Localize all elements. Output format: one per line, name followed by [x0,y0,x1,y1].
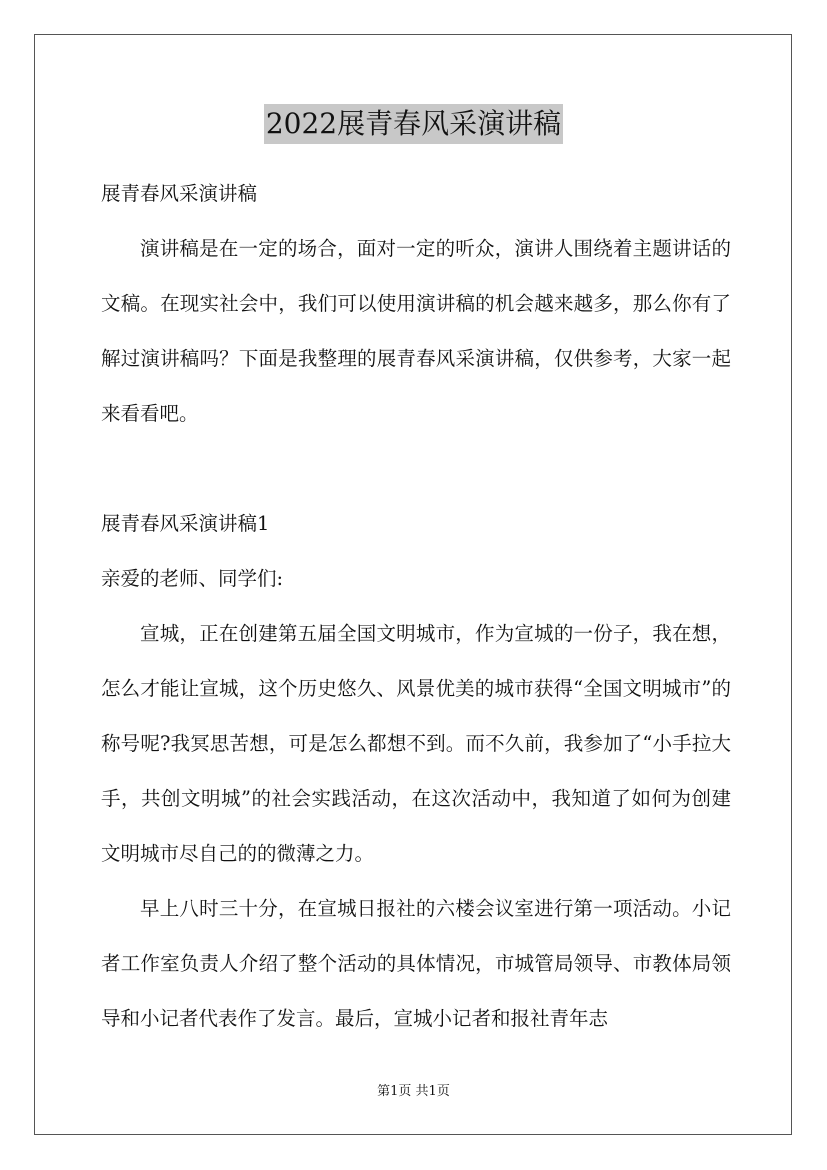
page-number: 第1页 共1页 [377,1084,450,1099]
subtitle: 展青春风采演讲稿 [101,182,258,205]
section-spacer [101,441,731,496]
body-paragraph-2: 早上八时三十分，在宣城日报社的六楼会议室进行第一项活动。小记者工作室负责人介绍了整个活动的具体情况，市城管局领导、市教体局领导和小记者代表作了发言。最后，宣城小记者和报社青年志 [101,897,731,1030]
salutation: 亲爱的老师、同学们: [101,567,284,590]
page-footer [0,1082,827,1102]
body-paragraph-1: 宣城，正在创建第五届全国文明城市，作为宣城的一份子，我在想，怎么才能让宣城，这个历史悠久、风景优美的城市获得“全国文明城市”的称号呢?我冥思苦想，可是怎么都想不到。而不久前，我参加了“小手拉大手，共创文明城”的社会实践活动，在这次活动中，我知道了如何为创建文明城市尽自己的的微薄之力。 [101,622,731,865]
intro-paragraph: 演讲稿是在一定的场合，面对一定的听众，演讲人围绕着主题讲话的文稿。在现实社会中，我们可以使用演讲稿的机会越来越多，那么你有了解过演讲稿吗？下面是我整理的展青春风采演讲稿，仅供参考，大家一起来看看吧。 [101,237,731,425]
document-body [101,166,731,1046]
section-heading: 展青春风采演讲稿1 [101,512,270,535]
document-title [0,104,827,148]
document-title-text: 2022展青春风采演讲稿 [264,104,563,144]
